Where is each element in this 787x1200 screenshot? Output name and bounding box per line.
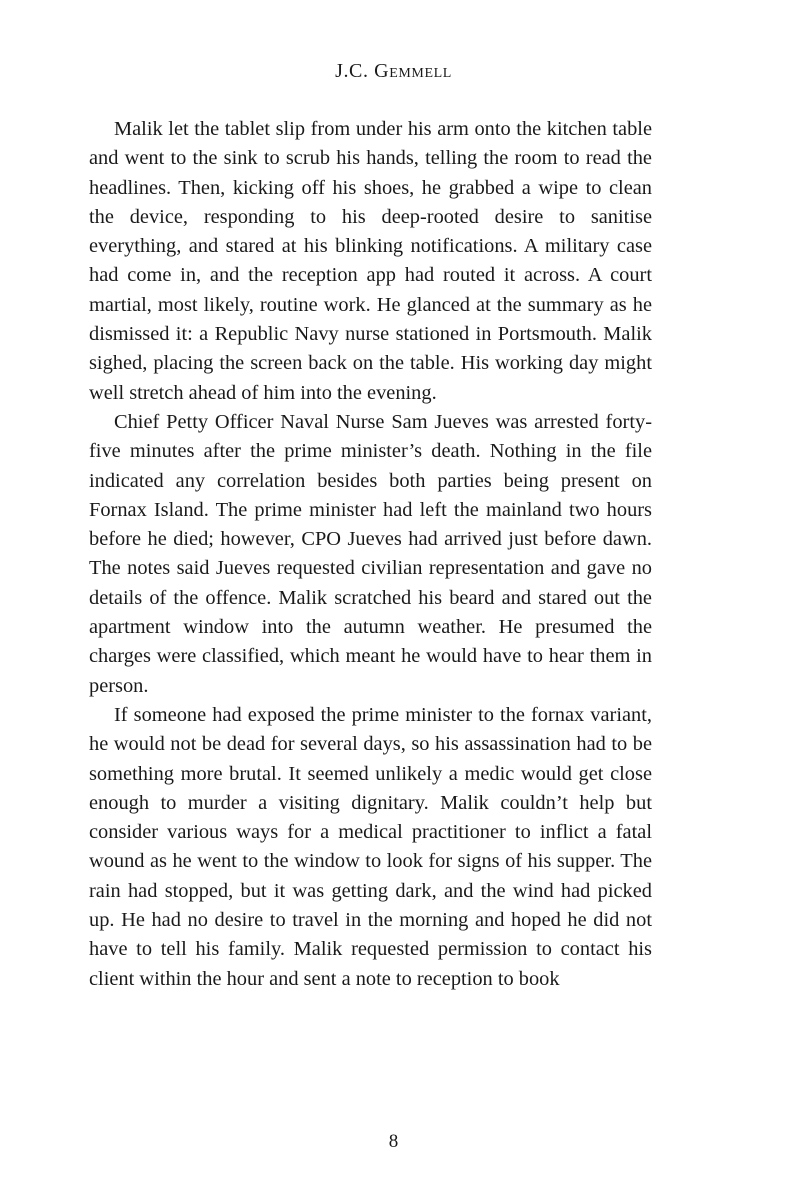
paragraph: Chief Petty Officer Naval Nurse Sam Jueves was arrested forty-five minutes after the prime minister’s death. Nothing in the file indicated any correlation besides both parties being present on Fornax Island. The prime minister had left the mainland two hours before he died; however, CPO Jueves had arrived just before dawn. The notes said Jueves requested civilian representation and gave no details of the offence. Malik scratched his beard and stared out the apartment window into the autumn weather. He presumed the charges were classified, which meant he would have to hear them in person. (89, 410, 652, 697)
paragraph: If someone had exposed the prime minister to the fornax variant, he would not be dead for several days, so his assassination had to be something more brutal. It seemed unlikely a medic would get close enough to murder a visiting dignitary. Malik couldn’t help but consider various ways for a medical practitioner to inflict a fatal wound as he went to the window to look for signs of his supper. The rain had stopped, but it was getting dark, and the wind had picked up. He had no desire to travel in the morning and hoped he did not have to tell his family. Malik requested permission to contact his client within the hour and sent a note to reception to book (89, 703, 652, 990)
body-text (89, 115, 652, 994)
running-head: J.C. Gemmell (335, 60, 452, 82)
paragraph: Malik let the tablet slip from under his arm onto the kitchen table and went to the sink to scrub his hands, telling the room to read the headlines. Then, kicking off his shoes, he grabbed a wipe to clean the device, responding to his deep-rooted desire to sanitise everything, and stared at his blinking notifications. A military case had come in, and the reception app had routed it across. A court martial, most likely, routine work. He glanced at the summary as he dismissed it: a Republic Navy nurse stationed in Portsmouth. Malik sighed, placing the screen back on the table. His working day might well stretch ahead of him into the evening. (89, 118, 652, 404)
page-number: 8 (388, 1131, 399, 1152)
